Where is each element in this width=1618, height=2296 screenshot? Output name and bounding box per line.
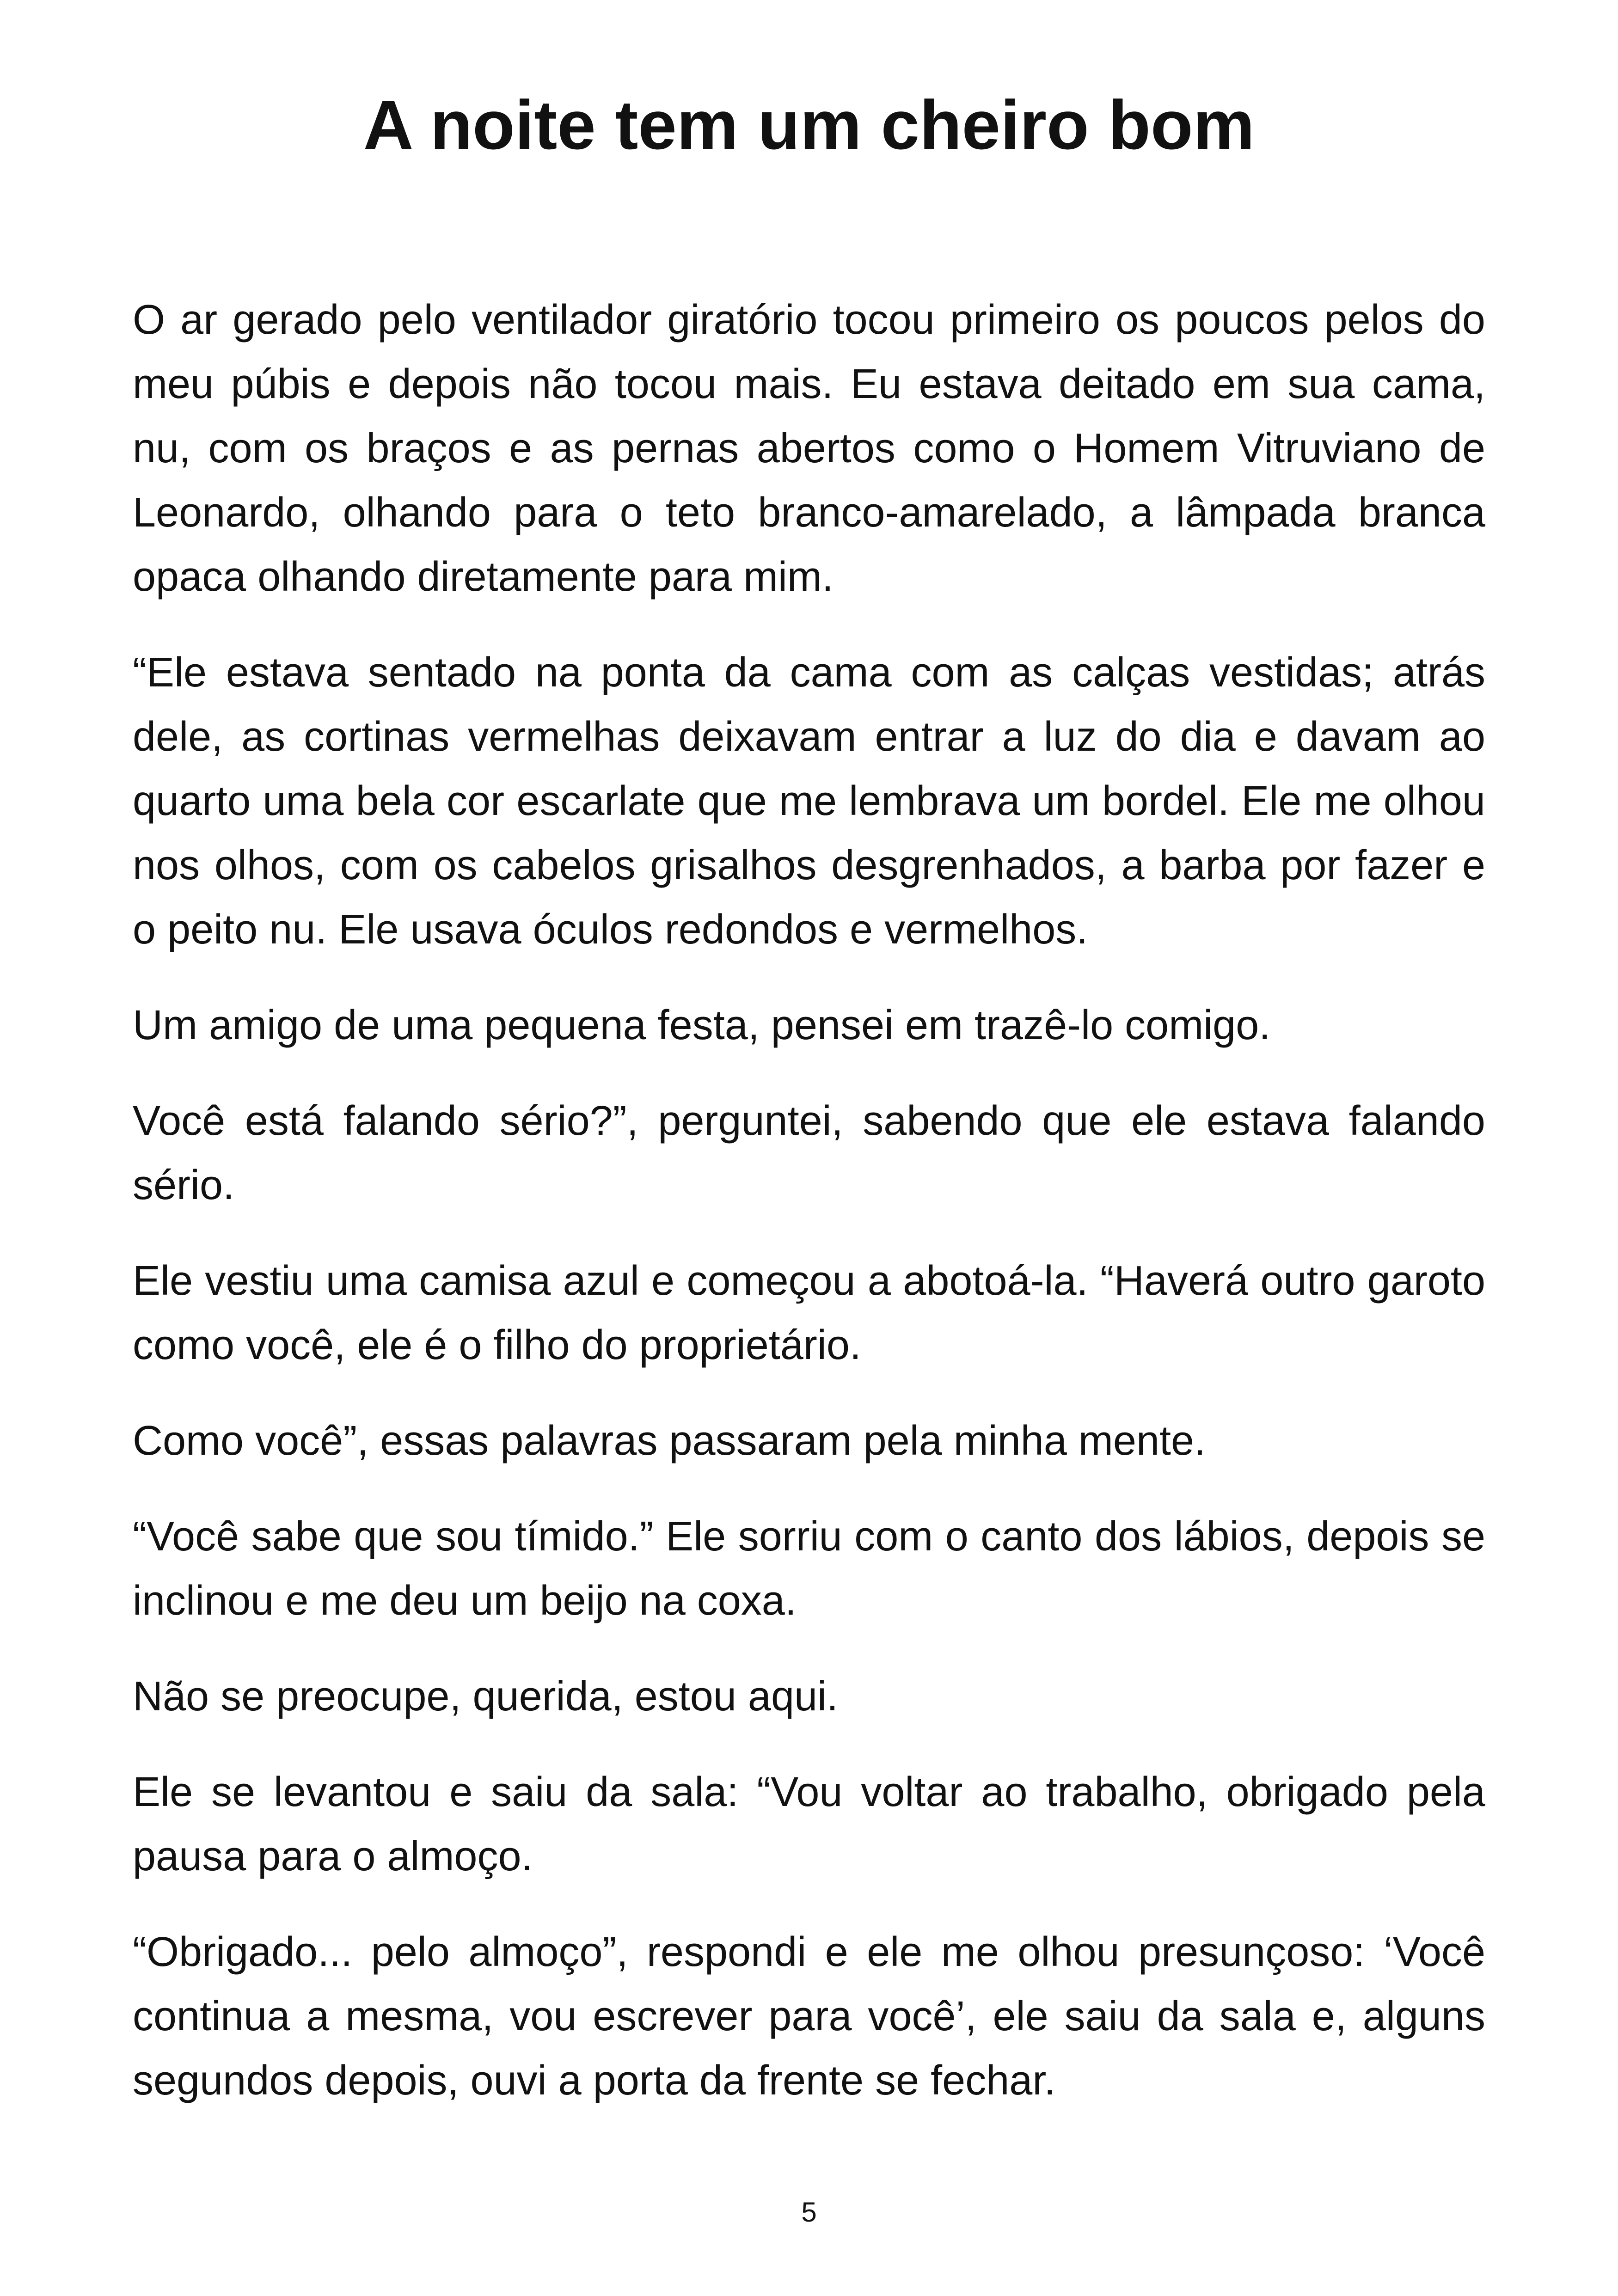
paragraph: Você está falando sério?”, perguntei, sabendo que ele estava falando sério. bbox=[133, 1098, 1485, 1208]
page-number: 5 bbox=[801, 2197, 817, 2228]
paragraph: Não se preocupe, querida, estou aqui. bbox=[133, 1673, 839, 1720]
paragraph: O ar gerado pelo ventilador giratório tocou primeiro os poucos pelos do meu púbis e depois não tocou mais. Eu estava deitado em sua cama, nu, com os braços e as pernas abertos como o Homem Vitruviano de Leonardo, olhando para o teto branco-amarelado, a lâmpada branca opaca olhando diretamente para mim. bbox=[133, 297, 1485, 600]
paragraph: “Ele estava sentado na ponta da cama com as calças vestidas; atrás dele, as cortinas vermelhas deixavam entrar a luz do dia e davam ao quarto uma bela cor escarlate que me lembrava um bordel. Ele me olhou nos olhos, com os cabelos grisalhos desgrenhados, a barba por fazer e o peito nu. Ele usava óculos redondos e vermelhos. bbox=[133, 649, 1485, 953]
page-title: A noite tem um cheiro bom bbox=[363, 86, 1255, 164]
body-text bbox=[133, 288, 1485, 2144]
paragraph: Ele se levantou e saiu da sala: “Vou voltar ao trabalho, obrigado pela pausa para o almoço. bbox=[133, 1769, 1485, 1880]
paragraph: Ele vestiu uma camisa azul e começou a abotoá-la. “Haverá outro garoto como você, ele é o filho do proprietário. bbox=[133, 1258, 1485, 1368]
paragraph: Um amigo de uma pequena festa, pensei em trazê-lo comigo. bbox=[133, 1002, 1271, 1048]
paragraph: “Obrigado... pelo almoço”, respondi e ele me olhou presunçoso: ‘Você continua a mesma, vou escrever para você’, ele saiu da sala e, alguns segundos depois, ouvi a porta da frente se fechar. bbox=[133, 1929, 1485, 2104]
paragraph: “Você sabe que sou tímido.” Ele sorriu com o canto dos lábios, depois se inclinou e me deu um beijo na coxa. bbox=[133, 1513, 1485, 1624]
paragraph: Como você”, essas palavras passaram pela minha mente. bbox=[133, 1418, 1206, 1464]
